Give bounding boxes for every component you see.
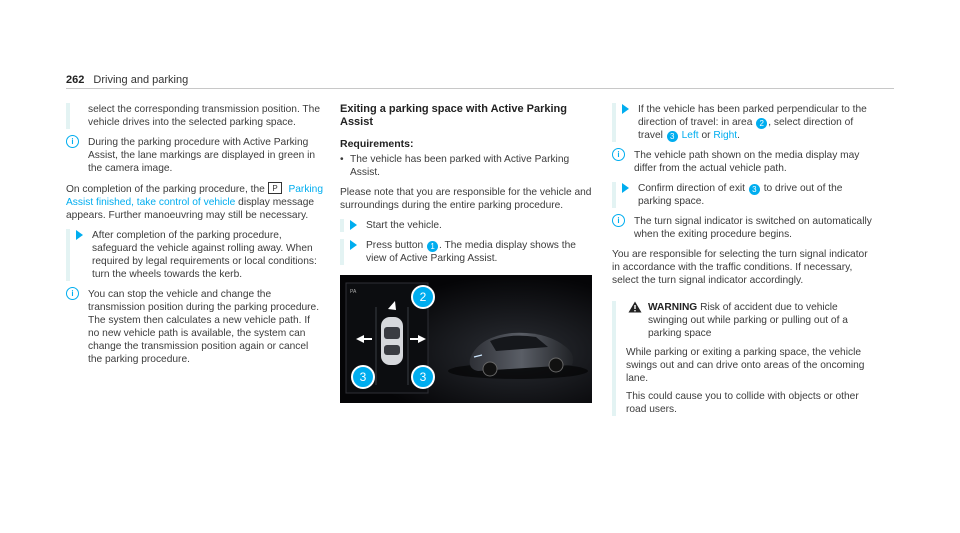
callout-badge: 1 — [427, 241, 438, 252]
info-icon: i — [66, 287, 79, 300]
page-header — [66, 74, 188, 87]
step-text-post: to drive out of the parking space. — [638, 183, 843, 207]
display-message: Parking Assist finished, take control of vehicle — [66, 184, 324, 208]
callout-3-right: 3 — [411, 365, 435, 389]
step-confirm-direction — [612, 182, 874, 208]
parking-assist-screen-illustration — [340, 275, 592, 403]
completion-text: On completion of the parking procedure, the — [66, 184, 265, 195]
responsibility-paragraph: Please note that you are responsible for the vehicle and surroundings during the entire parking procedure. — [340, 187, 592, 211]
step-text-post: . The media display shows the view of Active Parking Assist. — [366, 240, 576, 264]
svg-text:P: P — [271, 184, 278, 193]
completion-paragraph — [66, 182, 324, 222]
responsibility-paragraph: You are responsible for selecting the turn signal indicator in accordance with the traffic conditions. If necessary, select the turn signal indicator accordingly. — [612, 249, 868, 286]
note-text: The vehicle path shown on the media display may differ from the actual vehicle path. — [634, 150, 860, 174]
column-3 — [612, 103, 874, 421]
option-right: Right — [713, 130, 738, 141]
note-turn-signal — [612, 215, 874, 241]
warning-box — [612, 301, 874, 416]
note-vehicle-path — [612, 149, 874, 175]
step-text-pre: Confirm direction of exit — [638, 183, 746, 194]
step-start-vehicle — [340, 219, 598, 232]
note-lane-markings — [66, 136, 324, 175]
callout-2: 2 — [411, 285, 435, 309]
step-text-end: . — [737, 130, 740, 141]
note-stop-vehicle — [66, 288, 324, 366]
step-select-direction — [612, 103, 874, 142]
option-left: Left — [681, 130, 699, 141]
requirement-item: • The vehicle has been parked with Active Parking Assist. — [340, 153, 598, 179]
parking-assist-icon — [268, 182, 282, 194]
continued-paragraph: select the corresponding transmission position. The vehicle drives into the selected parking space. — [88, 104, 320, 128]
header-divider — [66, 88, 894, 89]
step-text — [638, 182, 874, 208]
step-arrow-icon — [622, 183, 629, 193]
media-display-image — [340, 275, 592, 403]
step-arrow-icon — [350, 220, 357, 230]
warning-body — [626, 346, 874, 416]
callout-badge: 2 — [756, 118, 767, 129]
step-arrow-icon — [622, 104, 629, 114]
warning-label: WARNING — [648, 302, 698, 313]
note-text: During the parking procedure with Active Parking Assist, the lane markings are displayed in green in the camera image. — [88, 137, 316, 174]
step-text: After completion of the parking procedure, safeguard the vehicle against rolling away. When required by legal requirements or local conditions: turn the wheels towards the kerb. — [92, 230, 317, 280]
warning-triangle-icon — [628, 301, 642, 313]
warning-paragraph: While parking or exiting a parking space, the vehicle swings out and can drive onto areas of the oncoming lane. — [626, 347, 865, 384]
info-icon: i — [612, 148, 625, 161]
warning-title — [626, 301, 874, 340]
warning-paragraph: This could cause you to collide with objects or other road users. — [626, 391, 859, 415]
note-text: You can stop the vehicle and change the transmission position during the parking procedure. The system then calculates a new vehicle path. If no new vehicle path is available, the system can change the transmission position again or cancel the parking procedure. — [88, 289, 320, 365]
callout-badge: 3 — [667, 131, 678, 142]
info-icon: i — [612, 214, 625, 227]
section-heading: Exiting a parking space with Active Parking Assist — [340, 103, 567, 128]
step-safeguard — [66, 229, 324, 281]
page-number: 262 — [66, 74, 85, 86]
step-text — [366, 239, 598, 265]
step-arrow-icon — [76, 230, 83, 240]
step-press-button — [340, 239, 598, 265]
callout-badge: 3 — [749, 184, 760, 195]
column-1 — [66, 103, 324, 366]
screen-label: PA — [350, 289, 357, 295]
option-or: or — [701, 130, 711, 141]
continued-text — [66, 103, 324, 129]
step-text: Start the vehicle. — [366, 220, 442, 231]
info-icon: i — [66, 135, 79, 148]
step-arrow-icon — [350, 240, 357, 250]
column-2 — [340, 103, 598, 403]
note-text: The turn signal indicator is switched on automatically when the exiting procedure begins. — [634, 216, 872, 240]
step-text-pre: If the vehicle has been parked perpendicular to the direction of travel: in area — [638, 104, 867, 128]
requirements-heading: Requirements: — [340, 138, 414, 150]
step-text-mid: , select direction of travel — [638, 117, 854, 141]
section-title: Driving and parking — [93, 74, 189, 86]
completion-text-end: display message appears. Further manoeuvring may still be necessary. — [66, 197, 315, 221]
warning-title-text: Risk of accident due to vehicle swinging out while parking or pulling out of a parking space — [648, 302, 848, 339]
callout-3-left: 3 — [351, 365, 375, 389]
step-text — [638, 103, 874, 142]
step-text-pre: Press button — [366, 240, 424, 251]
